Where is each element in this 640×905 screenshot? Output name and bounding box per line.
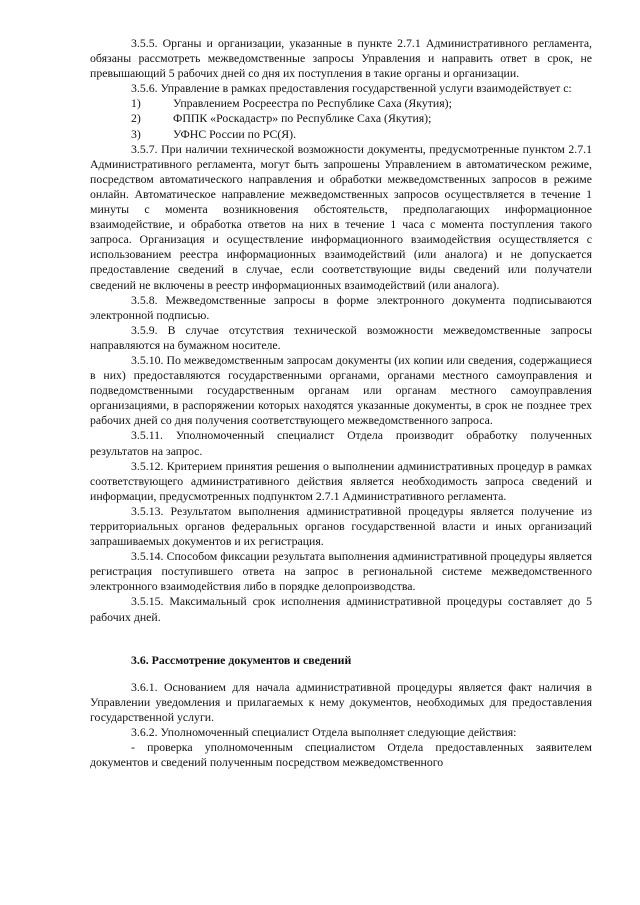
list-number: 3)	[131, 126, 141, 141]
paragraph-3-6-1: 3.6.1. Основанием для начала административной процедуры является факт наличия в Управлении уведомления и прилагаемых к нему документов, необходимых для предоставления государственной услуги.	[90, 679, 592, 724]
list-text: Управлением Росреестра по Республике Саха (Якутия);	[173, 96, 452, 111]
list-item	[90, 111, 592, 126]
list-text: УФНС России по РС(Я).	[173, 126, 297, 141]
section-spacer	[90, 625, 592, 653]
list-number: 2)	[131, 111, 141, 126]
paragraph-3-6-2: 3.6.2. Уполномоченный специалист Отдела выполняет следующие действия:	[131, 725, 517, 740]
list-3-5-6	[90, 96, 592, 141]
paragraph-3-5-5: 3.5.5. Органы и организации, указанные в пункте 2.7.1 Административного регламента, обязаны рассмотреть межведомственные запросы Управления и направить ответ в срок, не превышающий 5 рабочих дней со дня их поступления в такие органы и организации.	[90, 36, 592, 81]
paragraph-3-5-15: 3.5.15. Максимальный срок исполнения административной процедуры составляет до 5 рабочих дней.	[90, 594, 592, 624]
paragraph-dash-item: - проверка уполномоченным специалистом Отдела предоставленных заявителем документов и сведений полученным посредством межведомственного	[90, 740, 592, 770]
list-number: 1)	[131, 96, 141, 111]
list-item	[90, 127, 592, 142]
paragraph-3-5-8: 3.5.8. Межведомственные запросы в форме электронного документа подписываются электронной подписью.	[90, 292, 592, 322]
document-page	[90, 36, 592, 770]
paragraph-3-5-14: 3.5.14. Способом фиксации результата выполнения административной процедуры является регистрация поступившего ответа на запрос в региональной системе межведомственного электронного взаимодействия либо в порядке делопроизводства.	[90, 549, 592, 594]
paragraph-3-5-13: 3.5.13. Результатом выполнения административной процедуры является получение из территориальных органов федеральных органов государственной власти и иных организаций запрашиваемых документов и их регистрация.	[90, 503, 592, 549]
paragraph-3-5-10: 3.5.10. По межведомственным запросам документы (их копии или сведения, содержащиеся в них) предоставляются государственными органами, органами местного самоуправления и подведомственными государственным органам или органам местного самоуправления организациями, в распоряжении которых находятся указанные документы, в срок не позднее трех рабочих дней со дня получения соответствующего межведомственного запроса.	[90, 352, 592, 428]
list-item	[90, 96, 592, 111]
list-text: ФППК «Роскадастр» по Республике Саха (Якутия);	[173, 111, 432, 126]
paragraph-3-5-12: 3.5.12. Критерием принятия решения о выполнении административных процедур в рамках соответствующего административного действия является необходимость запроса сведений и информации, предусмотренных подпунктом 2.7.1 Административного регламента.	[90, 458, 592, 503]
paragraph-3-5-6: 3.5.6. Управление в рамках предоставления государственной услуги взаимодействует с:	[131, 81, 572, 96]
paragraph-3-5-11: 3.5.11. Уполномоченный специалист Отдела производит обработку полученных результатов на запрос.	[90, 428, 592, 458]
section-heading-3-6: 3.6. Рассмотрение документов и сведений	[131, 652, 352, 667]
paragraph-3-5-7: 3.5.7. При наличии технической возможности документы, предусмотренные пунктом 2.7.1 Административного регламента, могут быть запрошены Управлением в автоматическом режиме, посредством автоматического направления и обработки межведомственных запросов в режиме онлайн. Автоматическое направление межведомственных запросов осуществляется в течение 1 минуты с момента возникновения обстоятельств, предполагающих информационное взаимодействие, и обработка ответов на них в течение 1 часа с момента поступления такого запроса. Организация и осуществление информационного взаимодействия осуществляется с использованием реестра информационных взаимодействий (или аналога) и не допускается предоставление сведений в случае, если соответствующие виды сведений или получатели сведений не включены в реестр информационных взаимодействий (или аналога).	[90, 141, 592, 292]
paragraph-3-5-9: 3.5.9. В случае отсутствия технической возможности межведомственные запросы направляются на бумажном носителе.	[90, 322, 592, 352]
